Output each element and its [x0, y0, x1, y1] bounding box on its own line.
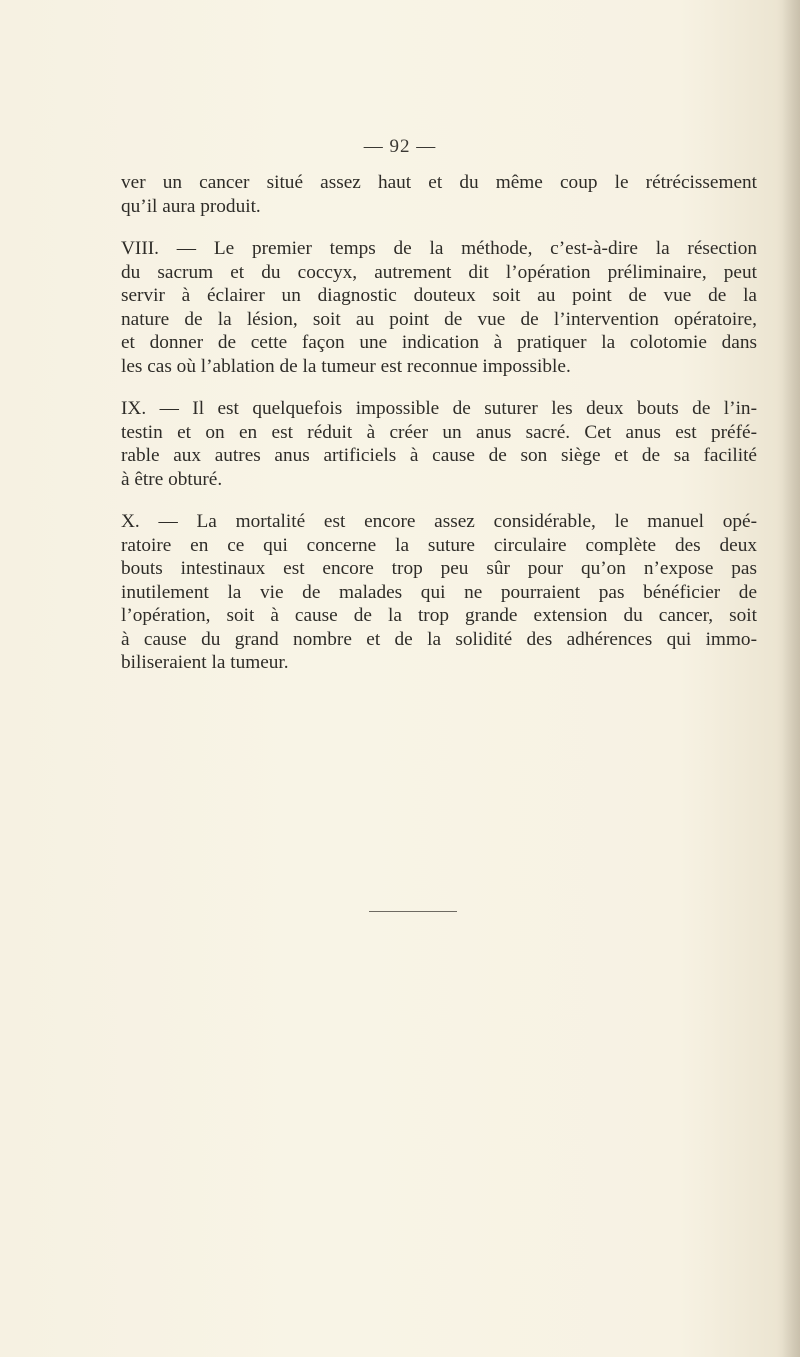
text-line: et donner de cette façon une indication à pratiquer la colotomie dans	[121, 332, 757, 353]
paragraph-conclusion-continued	[121, 171, 757, 218]
text-line: qu’il aura produit.	[121, 195, 261, 217]
section-end-rule	[369, 911, 457, 912]
text-line: à cause du grand nombre et de la solidité des adhérences qui immo-	[121, 628, 757, 650]
text-line: les cas où l’ablation de la tumeur est reconnue impossible.	[121, 355, 571, 377]
text-line: bouts intestinaux est encore trop peu sûr pour qu’on n’expose pas	[121, 558, 757, 579]
text-line: X. — La mortalité est encore assez considérable, le manuel opé-	[121, 511, 757, 532]
text-line: à être obturé.	[121, 468, 223, 490]
paragraph-ix	[121, 397, 757, 491]
text-line: VIII. — Le premier temps de la méthode, c’est-à-dire la résection	[121, 238, 757, 259]
text-line: ver un cancer situé assez haut et du même coup le rétrécissement	[121, 172, 757, 193]
text-line: IX. — Il est quelquefois impossible de suturer les deux bouts de l’in-	[121, 398, 757, 419]
text-line: l’opération, soit à cause de la trop grande extension du cancer, soit	[121, 605, 757, 626]
body-text	[121, 171, 757, 675]
text-line: ratoire en ce qui concerne la suture circulaire complète des deux	[121, 534, 757, 556]
text-line: rable aux autres anus artificiels à cause de son siège et de sa facilité	[121, 445, 757, 466]
paragraph-viii	[121, 237, 757, 378]
text-line: inutilement la vie de malades qui ne pourraient pas bénéficier de	[121, 581, 757, 603]
page-number: — 92 —	[363, 136, 437, 157]
text-line: biliseraient la tumeur.	[121, 652, 289, 673]
page-edge-shadow	[782, 0, 800, 1357]
text-line: servir à éclairer un diagnostic douteux soit au point de vue de la	[121, 285, 757, 306]
text-line: du sacrum et du coccyx, autrement dit l’opération préliminaire, peut	[121, 261, 757, 283]
text-line: testin et on en est réduit à créer un anus sacré. Cet anus est préfé-	[121, 421, 757, 443]
paragraph-x	[121, 510, 757, 675]
text-line: nature de la lésion, soit au point de vue de l’intervention opératoire,	[121, 308, 757, 330]
